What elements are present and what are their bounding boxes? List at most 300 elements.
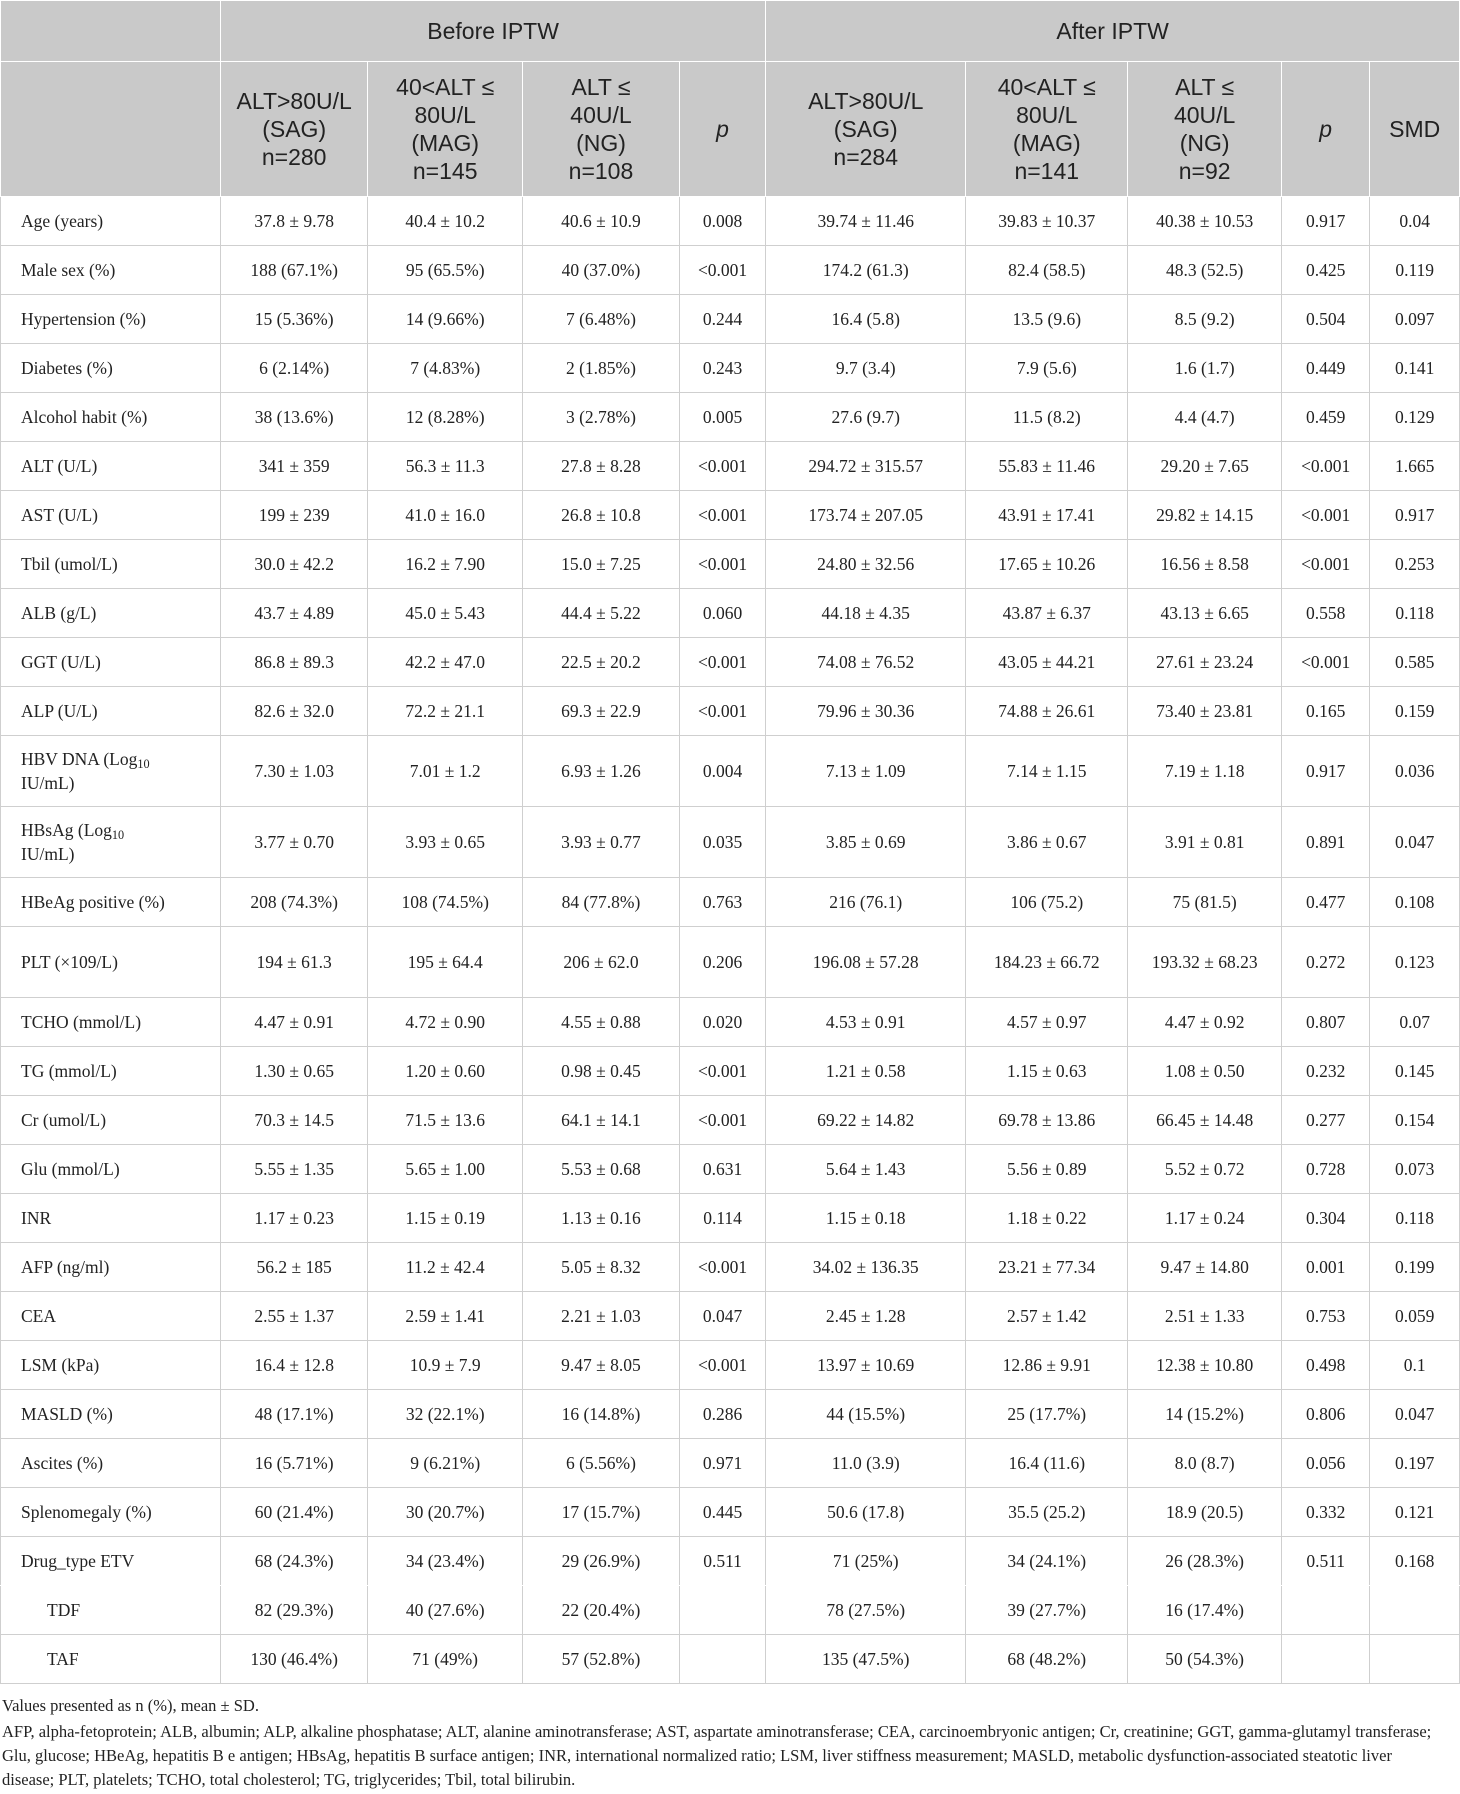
table-cell: 0.07 <box>1370 998 1460 1047</box>
table-cell: 66.45 ± 14.48 <box>1128 1096 1282 1145</box>
table-cell: 64.1 ± 14.1 <box>523 1096 680 1145</box>
table-cell: 13.97 ± 10.69 <box>766 1341 966 1390</box>
table-cell: 0.511 <box>1281 1537 1369 1586</box>
table-row <box>1 1292 1460 1341</box>
table-cell: 0.035 <box>679 807 765 878</box>
table-cell: 0.445 <box>679 1488 765 1537</box>
table-cell: 0.806 <box>1281 1390 1369 1439</box>
table-cell: 45.0 ± 5.43 <box>368 589 523 638</box>
row-label: Cr (umol/L) <box>1 1096 221 1145</box>
table-cell: 12.38 ± 10.80 <box>1128 1341 1282 1390</box>
table-cell: 0.056 <box>1281 1439 1369 1488</box>
table-cell: 10.9 ± 7.9 <box>368 1341 523 1390</box>
table-cell: 1.13 ± 0.16 <box>523 1194 680 1243</box>
row-label: INR <box>1 1194 221 1243</box>
table-cell: 0.047 <box>679 1292 765 1341</box>
table-cell: 184.23 ± 66.72 <box>966 927 1128 998</box>
table-cell: 24.80 ± 32.56 <box>766 540 966 589</box>
table-cell: 48.3 (52.5) <box>1128 246 1282 295</box>
table-cell: 6 (2.14%) <box>220 344 367 393</box>
row-label: MASLD (%) <box>1 1390 221 1439</box>
table-cell: 0.558 <box>1281 589 1369 638</box>
table-cell: 26 (28.3%) <box>1128 1537 1282 1586</box>
table-row <box>1 491 1460 540</box>
table-cell: 2.21 ± 1.03 <box>523 1292 680 1341</box>
table-cell: 0.631 <box>679 1145 765 1194</box>
table-footnotes <box>0 1684 1460 1792</box>
table-cell: 1.20 ± 0.60 <box>368 1047 523 1096</box>
table-cell: 29.82 ± 14.15 <box>1128 491 1282 540</box>
table-cell: 1.17 ± 0.24 <box>1128 1194 1282 1243</box>
table-cell: 32 (22.1%) <box>368 1390 523 1439</box>
table-cell: 199 ± 239 <box>220 491 367 540</box>
table-cell: 4.55 ± 0.88 <box>523 998 680 1047</box>
table-cell: 79.96 ± 30.36 <box>766 687 966 736</box>
group-header-line: n=145 <box>412 158 478 184</box>
table-cell: 0.332 <box>1281 1488 1369 1537</box>
table-cell: 69.78 ± 13.86 <box>966 1096 1128 1145</box>
table-cell: 108 (74.5%) <box>368 878 523 927</box>
group-header-sag-before <box>220 62 367 197</box>
header-row-groups <box>1 62 1460 197</box>
table-cell: 0.807 <box>1281 998 1369 1047</box>
table-cell: 15 (5.36%) <box>220 295 367 344</box>
table-cell: 0.060 <box>679 589 765 638</box>
table-row <box>1 1194 1460 1243</box>
table-cell: <0.001 <box>679 1096 765 1145</box>
table-cell: 86.8 ± 89.3 <box>220 638 367 687</box>
table-cell: <0.001 <box>1281 442 1369 491</box>
table-cell: 0.425 <box>1281 246 1369 295</box>
table-cell: 0.286 <box>679 1390 765 1439</box>
table-cell: 5.65 ± 1.00 <box>368 1145 523 1194</box>
header-row-period <box>1 1 1460 62</box>
table-cell: 0.98 ± 0.45 <box>523 1047 680 1096</box>
table-cell: 0.141 <box>1370 344 1460 393</box>
table-cell: 1.15 ± 0.19 <box>368 1194 523 1243</box>
table-cell: 16.2 ± 7.90 <box>368 540 523 589</box>
table-cell: 25 (17.7%) <box>966 1390 1128 1439</box>
table-cell: 56.3 ± 11.3 <box>368 442 523 491</box>
table-cell: 35.5 (25.2) <box>966 1488 1128 1537</box>
table-cell: 5.55 ± 1.35 <box>220 1145 367 1194</box>
table-cell: 1.21 ± 0.58 <box>766 1047 966 1096</box>
table-cell: 174.2 (61.3) <box>766 246 966 295</box>
table-cell: <0.001 <box>1281 491 1369 540</box>
table-cell: <0.001 <box>1281 540 1369 589</box>
group-header-line: (NG) <box>1179 130 1230 156</box>
row-label: Diabetes (%) <box>1 344 221 393</box>
table-cell: 69.22 ± 14.82 <box>766 1096 966 1145</box>
table-row <box>1 1635 1460 1684</box>
table-cell: 73.40 ± 23.81 <box>1128 687 1282 736</box>
table-row <box>1 393 1460 442</box>
group-header-line: (SAG) <box>262 116 327 142</box>
group-header-line: 80U/L <box>414 102 476 128</box>
table-cell: 106 (75.2) <box>966 878 1128 927</box>
table-cell: 0.129 <box>1370 393 1460 442</box>
table-cell: 9.47 ± 8.05 <box>523 1341 680 1390</box>
row-label: CEA <box>1 1292 221 1341</box>
table-cell: 0.118 <box>1370 1194 1460 1243</box>
table-cell: 7.13 ± 1.09 <box>766 736 966 807</box>
table-cell: 0.047 <box>1370 1390 1460 1439</box>
row-label: LSM (kPa) <box>1 1341 221 1390</box>
table-cell: 71.5 ± 13.6 <box>368 1096 523 1145</box>
table-cell: 84 (77.8%) <box>523 878 680 927</box>
row-label: Drug_type ETV <box>1 1537 221 1586</box>
table-cell: 341 ± 359 <box>220 442 367 491</box>
table-cell: 0.036 <box>1370 736 1460 807</box>
group-header-line: n=108 <box>568 158 634 184</box>
group-header-line: n=92 <box>1178 158 1231 184</box>
table-cell: 40 (37.0%) <box>523 246 680 295</box>
group-header-line: 80U/L <box>1016 102 1078 128</box>
before-iptw-header: Before IPTW <box>220 1 765 62</box>
table-cell: <0.001 <box>679 638 765 687</box>
table-cell: 72.2 ± 21.1 <box>368 687 523 736</box>
group-header-line: 40<ALT ≤ <box>997 74 1096 100</box>
table-cell: 5.05 ± 8.32 <box>523 1243 680 1292</box>
table-row <box>1 1439 1460 1488</box>
group-header-ng-after <box>1128 62 1282 197</box>
table-cell: 27.61 ± 23.24 <box>1128 638 1282 687</box>
table-cell: 0.753 <box>1281 1292 1369 1341</box>
table-cell: 48 (17.1%) <box>220 1390 367 1439</box>
row-label: ALP (U/L) <box>1 687 221 736</box>
table-cell: 1.6 (1.7) <box>1128 344 1282 393</box>
table-cell: 2.55 ± 1.37 <box>220 1292 367 1341</box>
table-cell: 26.8 ± 10.8 <box>523 491 680 540</box>
table-cell: 0.728 <box>1281 1145 1369 1194</box>
table-cell: 55.83 ± 11.46 <box>966 442 1128 491</box>
table-cell: 39.74 ± 11.46 <box>766 197 966 246</box>
table-cell: 216 (76.1) <box>766 878 966 927</box>
table-cell: 0.917 <box>1281 736 1369 807</box>
group-header-p-before <box>679 62 765 197</box>
row-label: Male sex (%) <box>1 246 221 295</box>
table-cell: 0.277 <box>1281 1096 1369 1145</box>
table-cell: 0.206 <box>679 927 765 998</box>
table-cell: 1.15 ± 0.63 <box>966 1047 1128 1096</box>
table-cell <box>1281 1635 1369 1684</box>
table-cell: 16 (5.71%) <box>220 1439 367 1488</box>
table-cell: 3.86 ± 0.67 <box>966 807 1128 878</box>
table-cell: 0.097 <box>1370 295 1460 344</box>
table-cell: 56.2 ± 185 <box>220 1243 367 1292</box>
row-label-unit: IU/mL) <box>21 844 75 864</box>
row-label: PLT (×109/L) <box>1 927 221 998</box>
table-cell: 5.56 ± 0.89 <box>966 1145 1128 1194</box>
table-cell <box>1281 1586 1369 1635</box>
table-cell: <0.001 <box>679 491 765 540</box>
group-header-line: (MAG) <box>1012 130 1081 156</box>
table-cell: 9.47 ± 14.80 <box>1128 1243 1282 1292</box>
table-cell: 44 (15.5%) <box>766 1390 966 1439</box>
table-cell: 95 (65.5%) <box>368 246 523 295</box>
group-header-smd <box>1370 62 1460 197</box>
table-cell: 0.253 <box>1370 540 1460 589</box>
table-cell: 11.0 (3.9) <box>766 1439 966 1488</box>
table-row <box>1 442 1460 491</box>
table-cell: 40.4 ± 10.2 <box>368 197 523 246</box>
table-cell: 2.57 ± 1.42 <box>966 1292 1128 1341</box>
table-cell: 16.4 (5.8) <box>766 295 966 344</box>
table-cell: 1.665 <box>1370 442 1460 491</box>
table-body <box>1 197 1460 1684</box>
table-cell: <0.001 <box>679 246 765 295</box>
table-row <box>1 687 1460 736</box>
table-row <box>1 1145 1460 1194</box>
group-header-line: 40<ALT ≤ <box>396 74 495 100</box>
table-cell: 0.244 <box>679 295 765 344</box>
table-cell: 7.19 ± 1.18 <box>1128 736 1282 807</box>
table-cell: 11.5 (8.2) <box>966 393 1128 442</box>
table-cell: 0.168 <box>1370 1537 1460 1586</box>
footnote-abbreviations: AFP, alpha-fetoprotein; ALB, albumin; ALP, alkaline phosphatase; ALT, alanine aminotransferase; AST, aspartate aminotransferase; CEA, carcinoembryonic antigen; Cr, creatinine; GGT, gamma-glutamyl transferase; Glu, glucose; HBeAg, hepatitis B e antigen; HBsAg, hepatitis B surface antigen; INR, international normalized ratio; LSM, liver stiffness measurement; MASLD, metabolic dysfunction-associated steatotic liver disease; PLT, platelets; TCHO, total cholesterol; TG, triglycerides; Tbil, total bilirubin. <box>2 1722 1432 1789</box>
group-header-line: n=141 <box>1014 158 1080 184</box>
group-header-line: ALT ≤ <box>1175 74 1235 100</box>
group-header-line: 40U/L <box>570 102 632 128</box>
table-row <box>1 1096 1460 1145</box>
table-cell: 0.197 <box>1370 1439 1460 1488</box>
table-row <box>1 927 1460 998</box>
table-cell: <0.001 <box>679 687 765 736</box>
table-row <box>1 1586 1460 1635</box>
table-cell: 195 ± 64.4 <box>368 927 523 998</box>
table-row <box>1 807 1460 878</box>
table-cell <box>679 1586 765 1635</box>
table-cell: 16 (14.8%) <box>523 1390 680 1439</box>
table-cell: 42.2 ± 47.0 <box>368 638 523 687</box>
table-cell: 0.498 <box>1281 1341 1369 1390</box>
table-cell: 196.08 ± 57.28 <box>766 927 966 998</box>
table-cell: 206 ± 62.0 <box>523 927 680 998</box>
table-cell: 0.459 <box>1281 393 1369 442</box>
table-cell: 0.272 <box>1281 927 1369 998</box>
table-cell: 5.53 ± 0.68 <box>523 1145 680 1194</box>
row-label: AFP (ng/ml) <box>1 1243 221 1292</box>
group-header-line: p <box>1319 116 1333 142</box>
table-cell: 15.0 ± 7.25 <box>523 540 680 589</box>
table-cell: <0.001 <box>679 1341 765 1390</box>
table-cell: 0.059 <box>1370 1292 1460 1341</box>
table-cell: 173.74 ± 207.05 <box>766 491 966 540</box>
table-cell <box>1370 1635 1460 1684</box>
table-cell: 0.154 <box>1370 1096 1460 1145</box>
table-cell <box>1370 1586 1460 1635</box>
table-cell: 78 (27.5%) <box>766 1586 966 1635</box>
table-cell: 0.159 <box>1370 687 1460 736</box>
table-row <box>1 1341 1460 1390</box>
row-label: TDF <box>1 1586 221 1635</box>
table-row <box>1 344 1460 393</box>
group-header-line: ALT>80U/L <box>808 88 924 114</box>
row-label-text: HBsAg (Log <box>21 820 112 840</box>
table-cell: 16.4 ± 12.8 <box>220 1341 367 1390</box>
table-cell: 27.6 (9.7) <box>766 393 966 442</box>
table-cell: 16.56 ± 8.58 <box>1128 540 1282 589</box>
table-cell: 5.64 ± 1.43 <box>766 1145 966 1194</box>
row-label-subscript: 10 <box>137 757 150 772</box>
group-header-line: (SAG) <box>833 116 898 142</box>
table-cell: 0.047 <box>1370 807 1460 878</box>
group-header-sag-after <box>766 62 966 197</box>
row-label: HBeAg positive (%) <box>1 878 221 927</box>
table-cell: 43.91 ± 17.41 <box>966 491 1128 540</box>
table-cell: 60 (21.4%) <box>220 1488 367 1537</box>
table-cell: 4.53 ± 0.91 <box>766 998 966 1047</box>
table-cell: 0.449 <box>1281 344 1369 393</box>
table-cell: 18.9 (20.5) <box>1128 1488 1282 1537</box>
table-cell: 2.59 ± 1.41 <box>368 1292 523 1341</box>
table-cell: 5.52 ± 0.72 <box>1128 1145 1282 1194</box>
table-cell: 7.01 ± 1.2 <box>368 736 523 807</box>
table-cell: 1.30 ± 0.65 <box>220 1047 367 1096</box>
table-cell: 3.93 ± 0.65 <box>368 807 523 878</box>
table-cell: <0.001 <box>679 442 765 491</box>
row-label: Ascites (%) <box>1 1439 221 1488</box>
table-cell: 27.8 ± 8.28 <box>523 442 680 491</box>
table-cell: 0.891 <box>1281 807 1369 878</box>
table-cell: 1.17 ± 0.23 <box>220 1194 367 1243</box>
table-cell: 82 (29.3%) <box>220 1586 367 1635</box>
table-cell: 0.108 <box>1370 878 1460 927</box>
table-cell: 4.47 ± 0.92 <box>1128 998 1282 1047</box>
table-cell: 0.511 <box>679 1537 765 1586</box>
table-cell: 7.9 (5.6) <box>966 344 1128 393</box>
table-cell: 0.121 <box>1370 1488 1460 1537</box>
table-row <box>1 1047 1460 1096</box>
table-cell: 0.917 <box>1281 197 1369 246</box>
table-cell: 2.45 ± 1.28 <box>766 1292 966 1341</box>
table-cell: 34.02 ± 136.35 <box>766 1243 966 1292</box>
table-cell: 0.585 <box>1370 638 1460 687</box>
table-row <box>1 1488 1460 1537</box>
table-cell: 1.08 ± 0.50 <box>1128 1047 1282 1096</box>
table-cell: 23.21 ± 77.34 <box>966 1243 1128 1292</box>
table-cell: 194 ± 61.3 <box>220 927 367 998</box>
table-cell: 37.8 ± 9.78 <box>220 197 367 246</box>
table-cell: 0.004 <box>679 736 765 807</box>
table-cell: 30 (20.7%) <box>368 1488 523 1537</box>
table-cell: 34 (23.4%) <box>368 1537 523 1586</box>
group-header-mag-after <box>966 62 1128 197</box>
row-label: ALB (g/L) <box>1 589 221 638</box>
table-cell: <0.001 <box>679 540 765 589</box>
table-cell: 188 (67.1%) <box>220 246 367 295</box>
table-cell: 7 (6.48%) <box>523 295 680 344</box>
after-iptw-header: After IPTW <box>766 1 1460 62</box>
table-row <box>1 295 1460 344</box>
group-header-ng-before <box>523 62 680 197</box>
table-cell: 0.020 <box>679 998 765 1047</box>
table-cell: 0.145 <box>1370 1047 1460 1096</box>
table-cell: <0.001 <box>1281 638 1369 687</box>
group-header-line: SMD <box>1389 116 1441 142</box>
table-cell: 71 (25%) <box>766 1537 966 1586</box>
table-cell: 0.232 <box>1281 1047 1369 1096</box>
table-cell: 68 (24.3%) <box>220 1537 367 1586</box>
table-cell: 0.118 <box>1370 589 1460 638</box>
table-cell: 2 (1.85%) <box>523 344 680 393</box>
table-cell: 9.7 (3.4) <box>766 344 966 393</box>
table-cell: 38 (13.6%) <box>220 393 367 442</box>
table-cell: 7 (4.83%) <box>368 344 523 393</box>
group-header-line: ALT ≤ <box>571 74 631 100</box>
table-cell: 69.3 ± 22.9 <box>523 687 680 736</box>
header-corner <box>1 1 221 62</box>
table-cell: 43.05 ± 44.21 <box>966 638 1128 687</box>
table-cell: 0.04 <box>1370 197 1460 246</box>
table-cell: 0.008 <box>679 197 765 246</box>
table-cell: 0.971 <box>679 1439 765 1488</box>
table-cell: 14 (15.2%) <box>1128 1390 1282 1439</box>
table-cell: 6.93 ± 1.26 <box>523 736 680 807</box>
table-cell: 40.6 ± 10.9 <box>523 197 680 246</box>
table-cell: 71 (49%) <box>368 1635 523 1684</box>
table-cell: 30.0 ± 42.2 <box>220 540 367 589</box>
table-cell: 208 (74.3%) <box>220 878 367 927</box>
table-row <box>1 540 1460 589</box>
group-header-line: (MAG) <box>411 130 480 156</box>
row-label: TCHO (mmol/L) <box>1 998 221 1047</box>
table-row <box>1 1537 1460 1586</box>
table-cell: 0.119 <box>1370 246 1460 295</box>
table-cell: 1.15 ± 0.18 <box>766 1194 966 1243</box>
table-cell: 74.88 ± 26.61 <box>966 687 1128 736</box>
table-cell: 34 (24.1%) <box>966 1537 1128 1586</box>
table-cell: 9 (6.21%) <box>368 1439 523 1488</box>
table-cell: 14 (9.66%) <box>368 295 523 344</box>
table-cell: 22.5 ± 20.2 <box>523 638 680 687</box>
table-cell: 0.073 <box>1370 1145 1460 1194</box>
row-label <box>1 807 221 878</box>
table-cell: 0.114 <box>679 1194 765 1243</box>
table-cell: 0.763 <box>679 878 765 927</box>
table-cell: 57 (52.8%) <box>523 1635 680 1684</box>
table-cell: 130 (46.4%) <box>220 1635 367 1684</box>
row-label: Tbil (umol/L) <box>1 540 221 589</box>
table-cell: 13.5 (9.6) <box>966 295 1128 344</box>
table-cell: 135 (47.5%) <box>766 1635 966 1684</box>
table-cell: 4.47 ± 0.91 <box>220 998 367 1047</box>
table-cell: 12 (8.28%) <box>368 393 523 442</box>
table-cell: 74.08 ± 76.52 <box>766 638 966 687</box>
row-label: Alcohol habit (%) <box>1 393 221 442</box>
table-cell: 294.72 ± 315.57 <box>766 442 966 491</box>
table-cell: 75 (81.5) <box>1128 878 1282 927</box>
group-header-line: (NG) <box>576 130 626 156</box>
table-cell: 0.917 <box>1370 491 1460 540</box>
table-cell: 40.38 ± 10.53 <box>1128 197 1282 246</box>
row-label: Splenomegaly (%) <box>1 1488 221 1537</box>
table-cell: 0.243 <box>679 344 765 393</box>
table-cell: 0.005 <box>679 393 765 442</box>
table-cell: 16.4 (11.6) <box>966 1439 1128 1488</box>
group-header-line: ALT>80U/L <box>236 88 352 114</box>
table-cell: 17 (15.7%) <box>523 1488 680 1537</box>
table-cell: 70.3 ± 14.5 <box>220 1096 367 1145</box>
table-cell: 3.93 ± 0.77 <box>523 807 680 878</box>
table-cell: 50.6 (17.8) <box>766 1488 966 1537</box>
table-cell: 0.477 <box>1281 878 1369 927</box>
table-cell: 1.18 ± 0.22 <box>966 1194 1128 1243</box>
row-label: TG (mmol/L) <box>1 1047 221 1096</box>
table-cell: 43.87 ± 6.37 <box>966 589 1128 638</box>
table-cell: 39 (27.7%) <box>966 1586 1128 1635</box>
table-cell: 0.1 <box>1370 1341 1460 1390</box>
